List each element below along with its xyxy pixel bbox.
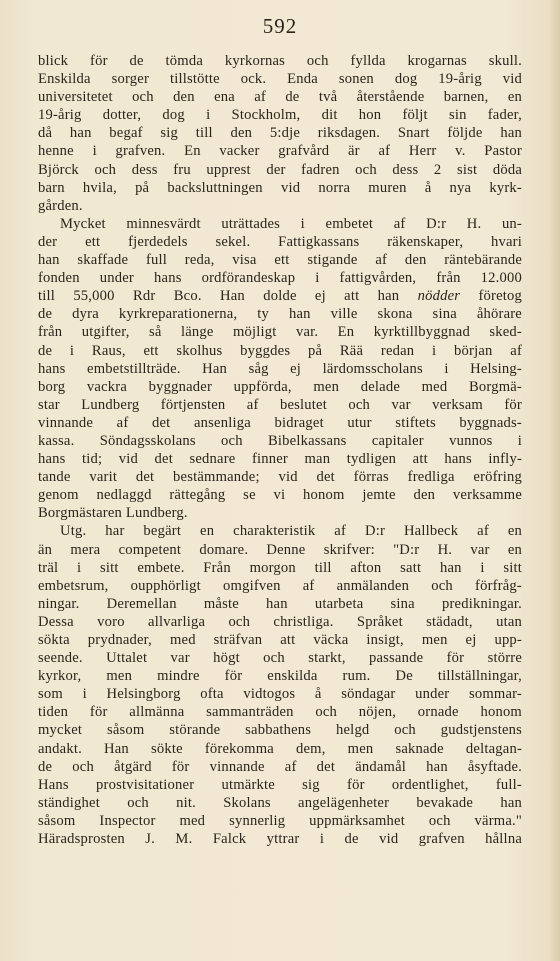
emphasized-word: nödder [417, 288, 461, 305]
text-line: de och åtgärd för vinnande af det ändamål han åsyftade. [38, 758, 522, 775]
body-text [38, 52, 522, 848]
text-line: universitetet och den ena af de två återstående barnen, en [38, 89, 522, 106]
text-line: andakt. Han sökte förekomma dem, men saknade deltagan- [38, 740, 522, 757]
text-line: Hans prostvisitationer utmärkte sig för ordentlighet, full- [38, 776, 522, 793]
text-line: borg vackra byggnader uppförda, men delade med Borgmä- [38, 378, 522, 395]
text-line: träl i sitt embete. Från morgon till afton satt han i sitt [38, 559, 522, 576]
text-line: såsom Inspector med synnerlig uppmärksamhet och värma." [38, 812, 522, 829]
text-segment: företog [460, 288, 522, 305]
text-line: seende. Uttalet var högt och starkt, passande för större [38, 650, 522, 667]
text-line: de dyra kyrkreparationerna, ty han ville skona sina åhörare [38, 306, 522, 323]
text-line: ständighet och nit. Skolans angelägenheter bevakade han [38, 794, 522, 811]
text-line: Häradsprosten J. M. Falck yttrar i de vid grafven hållna [38, 831, 522, 848]
text-line-with-emphasis [38, 287, 522, 305]
text-line: fonden under hans ordförandeskap i fattigvården, från 12.000 [38, 270, 522, 287]
page-number: 592 [262, 14, 298, 38]
text-line: 19-årig dotter, dog i Stockholm, dit hon följt sin fader, [38, 107, 522, 124]
text-line: blick för de tömda kyrkornas och fyllda krogarnas skull. [38, 53, 522, 69]
text-line: barn hvila, på backsluttningen vid norra muren å nya kyrk- [38, 179, 522, 196]
text-line: sökta prydnader, med sträfvan att väcka insigt, men ej upp- [38, 632, 522, 648]
text-line: hans embetstillträde. Han såg ej lärdomsscholans i Helsing- [38, 360, 522, 377]
text-line: hans tid; vid det sednare finner man tydligen att hans infly- [38, 451, 522, 468]
text-line: genom nedlaggd rättegång se vi honom jemte den verksamme [38, 487, 522, 504]
page-edge-shadow [550, 0, 560, 961]
text-line: då han begaf sig till den 5:dje riksdagen. Snart följde han [38, 125, 522, 142]
text-line: Borgmästaren Lundberg. [38, 505, 188, 522]
paragraph-start-line: Utg. har begärt en charakteristik af D:r Hallbeck af en [60, 523, 522, 540]
text-line: gården. [38, 197, 83, 214]
text-line: kyrkor, men mindre för enskilda rum. De tillställningar, [38, 668, 522, 685]
paragraph-start-line: Mycket minnesvärdt uträttades i embetet af D:r H. un- [60, 215, 522, 232]
text-line: han skaffade full reda, visa ett stigande af den räntebärande [38, 252, 522, 269]
text-line: ningar. Deremellan måste han utarbeta sina predikningar. [38, 595, 522, 612]
text-line: Enskilda sorger tillstötte ock. Enda sonen dog 19-årig vid [38, 71, 522, 88]
text-line: embetsrum, oupphörligt omgifven af anmälanden och förfråg- [38, 577, 522, 594]
text-line: kassa. Söndagsskolans och Bibelkassans capitaler vunnos i [38, 432, 522, 449]
text-line: som i Helsingborg ofta vidtogos å söndagar under sommar- [38, 686, 522, 703]
text-line: Björck och dess fru upprest der fadren och dess 2 sist döda [38, 161, 522, 178]
text-line: de i Raus, ett skolhus byggdes på Rää redan i början af [38, 342, 522, 359]
text-line: star Lundberg förtjensten af beslutet och var verksam för [38, 396, 522, 413]
text-line: tiden för allmänna sammanträden och nöjen, ornade honom [38, 704, 522, 721]
text-line: från utgifter, så länge möjligt var. En kyrktillbyggnad sked- [38, 324, 522, 341]
text-line: mycket såsom störande sabbathens helgd och gudstjenstens [38, 722, 522, 739]
text-line: tande varit det bestämmande; vid det förras fredliga eröfring [38, 469, 522, 486]
text-line: Dessa voro allvarliga och christliga. Språket städadt, utan [38, 613, 522, 630]
text-line: än mera competent domare. Denne skrifver: "D:r H. var en [38, 541, 522, 558]
text-line: vinnande af det ansenliga bidraget utur stiftets byggnads- [38, 414, 522, 431]
text-segment: till 55,000 Rdr Bco. Han dolde ej att han [38, 288, 418, 305]
text-line: der ett fjerdedels sekel. Fattigkassans räkenskaper, hvari [38, 233, 522, 250]
text-line: henne i grafven. En vacker grafvård är af Herr v. Pastor [38, 143, 522, 160]
